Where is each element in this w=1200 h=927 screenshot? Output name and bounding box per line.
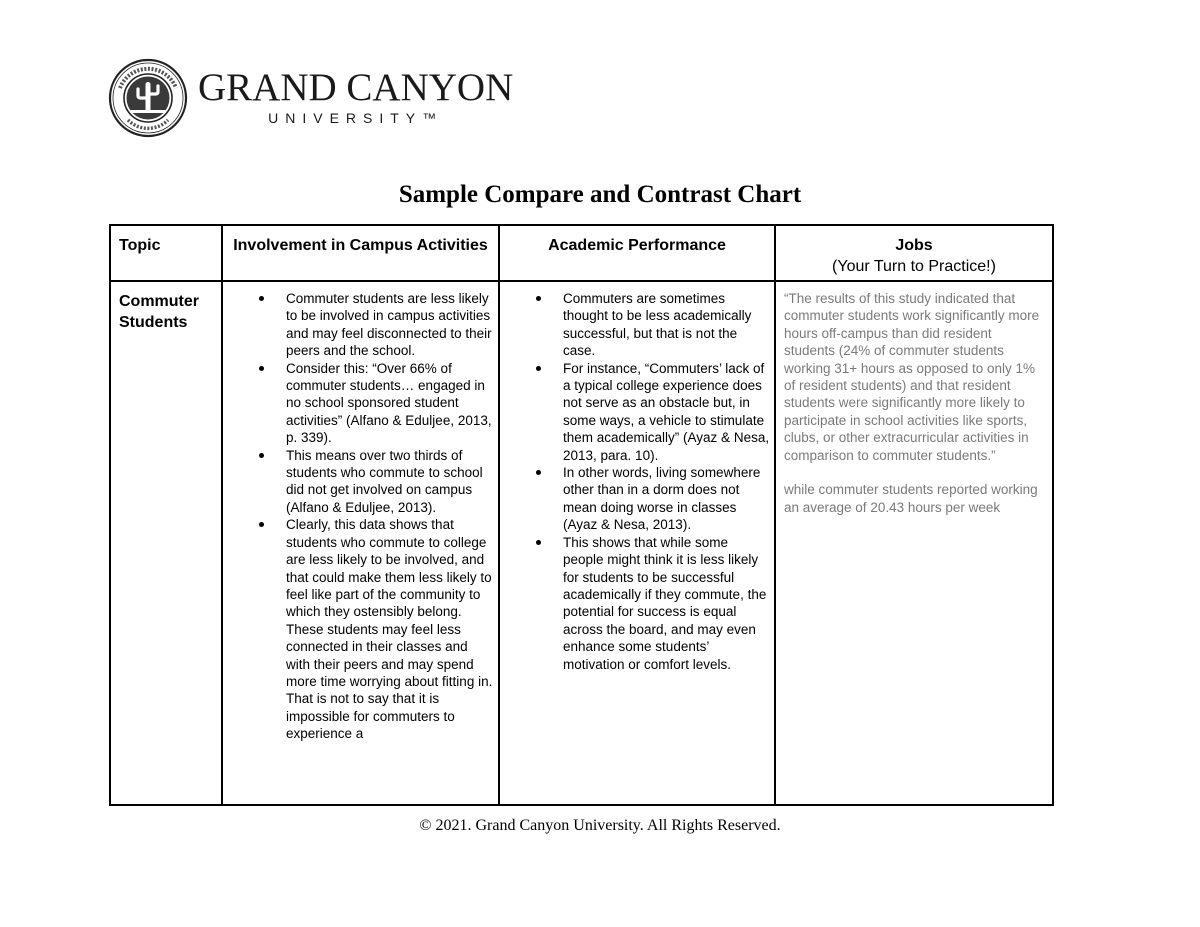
compare-contrast-table — [109, 224, 1054, 806]
list-item: In other words, living somewhere other than in a dorm does not mean doing worse in classes (Ayaz & Nesa, 2013). — [500, 464, 770, 534]
university-seal-icon — [108, 58, 188, 138]
list-item: For instance, “Commuters’ lack of a typical college experience does not serve as an obstacle but, in some ways, a vehicle to stimulate them academically” (Ayaz & Nesa, 2013, para. 10). — [500, 360, 770, 464]
wordmark — [198, 68, 513, 126]
academic-list — [500, 282, 774, 673]
list-item: Clearly, this data shows that students who commute to college are less likely to be involved, and that could make them less likely to feel like part of the community to which they ostensibly belong. These students may feel less connected in their classes and with their peers and may spend more time worrying about fitting in. That is not to say that it is impossible for commuters to experience a — [223, 516, 494, 742]
header-jobs — [775, 225, 1053, 281]
table-header-row — [110, 225, 1053, 281]
header-jobs-subtitle: (Your Turn to Practice!) — [832, 258, 996, 275]
academic-cell — [499, 281, 775, 805]
header-topic: Topic — [110, 225, 222, 281]
university-logo — [108, 55, 513, 141]
list-item: Commuter students are less likely to be involved in campus activities and may feel disconnected to their peers and the school. — [223, 290, 494, 360]
list-item: Consider this: “Over 66% of commuter students… engaged in no school sponsored student activities” (Alfano & Eduljee, 2013, p. 339). — [223, 360, 494, 447]
jobs-cell — [775, 281, 1053, 805]
wordmark-main: GRAND CANYON — [198, 66, 514, 109]
list-item: This means over two thirds of students who commute to school did not get involved on campus (Alfano & Eduljee, 2013). — [223, 447, 494, 517]
list-item: This shows that while some people might think it is less likely for students to be successful academically if they commute, the potential for success is equal across the board, and may even enhance some students’ motivation or comfort levels. — [500, 534, 770, 673]
involvement-list — [223, 282, 498, 743]
page-title: Sample Compare and Contrast Chart — [398, 181, 802, 208]
header-academic: Academic Performance — [499, 225, 775, 281]
copyright-footer: © 2021. Grand Canyon University. All Rights Reserved. — [419, 817, 781, 834]
table-row — [110, 281, 1053, 805]
jobs-quote: “The results of this study indicated that commuter students work significantly more hours off-campus than did resident students (24% of commuter students working 31+ hours as opposed to only 1% of resident students) and that resident students were significantly more likely to participate in school activities like sports, clubs, or other extracurricular activities in comparison to commuter students.” — [784, 291, 1040, 463]
list-item: Commuters are sometimes thought to be less academically successful, but that is not the case. — [500, 290, 770, 360]
topic-cell: Commuter Students — [110, 281, 222, 805]
jobs-note: while commuter students reported working an average of 20.43 hours per week — [784, 482, 1038, 515]
header-involvement: Involvement in Campus Activities — [222, 225, 499, 281]
wordmark-sub: UNIVERSITY™ — [268, 110, 444, 126]
involvement-cell — [222, 281, 499, 805]
header-jobs-title: Jobs — [895, 237, 933, 254]
